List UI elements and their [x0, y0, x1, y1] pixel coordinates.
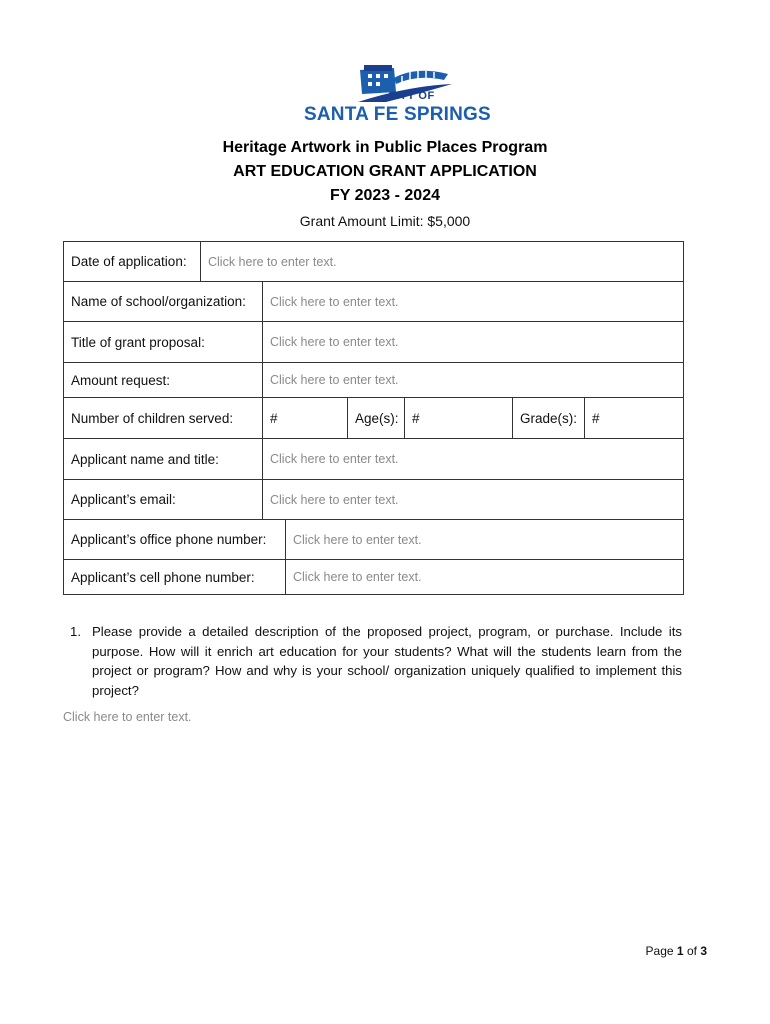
office-phone-field[interactable]: [285, 520, 683, 559]
city-logo: [298, 62, 491, 130]
logo-city-name: SANTA FE SPRINGS: [304, 104, 491, 125]
page-number: [646, 944, 707, 958]
amount-label: Amount request:: [71, 372, 171, 388]
row-cell-phone: [64, 560, 683, 595]
children-label: Number of children served:: [71, 410, 234, 426]
grant-amount-limit: Grant Amount Limit: $5,000: [299, 213, 471, 229]
org-placeholder: Click here to enter text.: [270, 294, 399, 309]
row-amount: [64, 363, 683, 398]
children-field[interactable]: #: [262, 398, 347, 438]
email-field[interactable]: [262, 480, 683, 519]
page-total: 3: [700, 944, 707, 958]
logo-city-of: CITY OF: [388, 90, 435, 102]
email-label: Applicant’s email:: [71, 492, 176, 507]
page-of: of: [686, 944, 697, 958]
org-label: Name of school/organization:: [71, 294, 246, 309]
question-1-answer-field[interactable]: Click here to enter text.: [63, 710, 192, 724]
question-1: [70, 622, 682, 700]
program-title: Heritage Artwork in Public Places Program: [222, 139, 548, 156]
date-field[interactable]: [200, 242, 683, 281]
grades-label: Grade(s):: [512, 398, 584, 438]
row-title: [64, 322, 683, 363]
org-field[interactable]: [262, 282, 683, 321]
date-placeholder: Click here to enter text.: [208, 254, 337, 269]
applicant-placeholder: Click here to enter text.: [270, 452, 399, 466]
applicant-label: Applicant name and title:: [71, 451, 219, 467]
applicant-field[interactable]: [262, 439, 683, 479]
question-number: 1.: [70, 624, 81, 639]
form-title: ART EDUCATION GRANT APPLICATION: [233, 163, 537, 180]
row-applicant: [64, 439, 683, 480]
cell-phone-field[interactable]: [285, 560, 683, 594]
page-current: 1: [676, 944, 684, 958]
page-prefix: Page: [645, 944, 674, 958]
title-placeholder: Click here to enter text.: [270, 335, 399, 349]
amount-field[interactable]: [262, 363, 683, 397]
row-children: [64, 398, 683, 439]
cell-phone-placeholder: Click here to enter text.: [293, 570, 422, 584]
office-phone-label: Applicant’s office phone number:: [71, 532, 267, 547]
ages-field[interactable]: #: [404, 398, 512, 438]
question-text: Please provide a detailed description of the proposed project, program, or purchase. Include its purpose. How will it enrich art education for your students? What will the students learn from the project or program? How and why is your school/ organization uniquely qualified to implement this project?: [92, 624, 682, 698]
title-field[interactable]: [262, 322, 683, 362]
grades-field[interactable]: #: [584, 398, 683, 438]
row-office-phone: [64, 520, 683, 560]
title-label: Title of grant proposal:: [71, 334, 205, 350]
row-organization: [64, 282, 683, 322]
title-block: [0, 136, 770, 232]
ages-label: Age(s):: [347, 398, 404, 438]
fiscal-year: FY 2023 - 2024: [329, 187, 440, 204]
amount-placeholder: Click here to enter text.: [270, 373, 399, 387]
application-form-table: [63, 241, 684, 595]
row-date: [64, 242, 683, 282]
office-phone-placeholder: Click here to enter text.: [293, 532, 422, 547]
cell-phone-label: Applicant’s cell phone number:: [71, 569, 255, 585]
email-placeholder: Click here to enter text.: [270, 492, 399, 507]
date-label: Date of application:: [71, 254, 187, 269]
row-email: [64, 480, 683, 520]
